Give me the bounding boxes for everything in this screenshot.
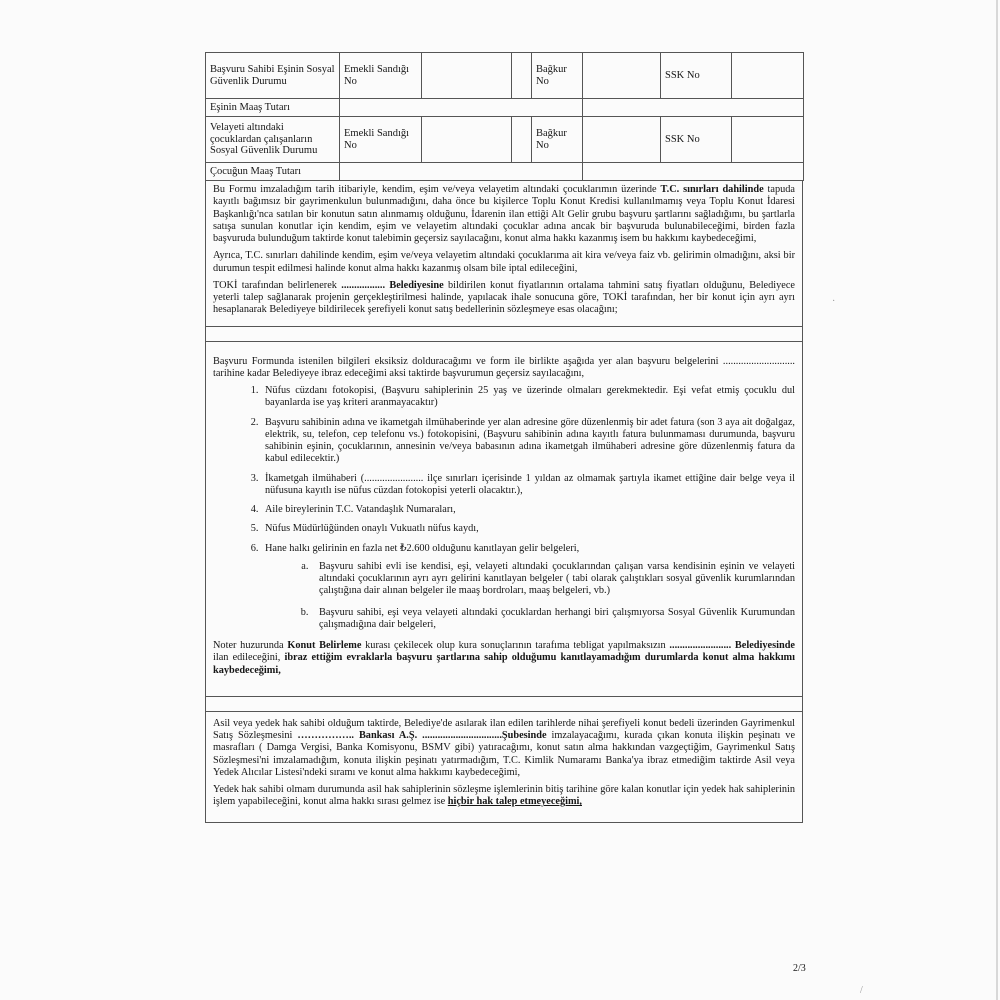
text: TOKİ tarafından belirlenerek <box>213 279 342 291</box>
ssk-label: SSK No <box>661 117 732 163</box>
text: Noter huzurunda <box>213 640 288 651</box>
scan-speck: / <box>860 985 863 996</box>
bagkur-value[interactable] <box>583 53 661 99</box>
spacer <box>205 697 803 712</box>
text: ilan edileceğini, <box>213 652 285 664</box>
empty-cell <box>512 117 532 163</box>
emekli-sandigi-value[interactable] <box>422 53 512 99</box>
empty-cell <box>583 163 804 181</box>
declaration-section-2 <box>205 342 803 697</box>
list-item: 1. Nüfus cüzdanı fotokopisi, (Başvuru sahiplerinin 25 yaş ve üzerinde olmaları gerekmektedir. Eşi vefat etmiş çocuklu dul bayanlarda ise yaş kriteri aranmayacaktır) <box>261 385 795 410</box>
table-row <box>206 117 804 163</box>
list-item: 3. İkametgah ilmühaberi (....................... ilçe sınırları içerisinde 1 yıldan az olmamak şartıyla ikamet ettiğine dair belge veya il nüfusuna kayıtlı ise nüfus cüzdan fotokopisi yeterli olacaktır.), <box>261 473 795 498</box>
declaration-paragraph <box>213 280 795 317</box>
declaration-paragraph: Ayrıca, T.C. sınırları dahilinde kendim, eşim ve/veya velayetim altındaki çocuklarıma ait kira ve/veya faiz vb. gelirimin olmadığını, aksi bir durumun tespit edilmesi halinde konut alma hakkı kazanmış olsam bile iptal edileceğini, <box>213 250 795 274</box>
declaration-section-1 <box>205 181 803 327</box>
ssk-value[interactable] <box>732 53 804 99</box>
declaration-paragraph <box>213 184 795 245</box>
list-item: 4. Aile bireylerinin T.C. Vatandaşlık Numaraları, <box>261 504 795 516</box>
text: bildirilen konut fiyatlarının ortalama tahmini satış fiyatları olduğunu, Belediyece yeterli talep sağlanarak projenin gerçekleştirilmesi halinde, yapılacak ihale sonucuna göre, TOKİ tarafından, her bir konut için ayrı ayrı hesaplanarak Belediyeye bildirilecek şerefiyeli konut satış bedellerinin sözleşmeye esas olacağını; <box>213 279 795 316</box>
child-salary-value[interactable] <box>340 163 583 181</box>
declaration-paragraph <box>213 784 795 809</box>
text: imzalayacağımı, kurada çıkan konuta ilişkin peşinatı ve masrafları ( Damga Vergisi, Banka Komisyonu, BSMV gibi) yatıracağımı, konut satın alma hakkından vazgeçtiğim, Gayrimenkul Satış Sözleşmesi'ni imzalamadığım, konuta ilişkin peşinatı yatırmadığım, T.C. Kimlik Numaramı Banka'ya ibraz etmediğim taktirde Asil veya Yedek Alıcılar Listesi'ndeki sıramı ve konut alma hakkımı kaybedeceğimi, <box>213 730 796 778</box>
empty-cell <box>583 99 804 117</box>
documents-list <box>213 385 795 631</box>
emekli-sandigi-label: Emekli Sandığı No <box>340 117 422 163</box>
declaration-paragraph <box>213 718 795 779</box>
list-item: a. Başvuru sahibi evli ise kendisi, eşi, velayeti altındaki çocuklarından çalışan varsa kendisinin eşinin ve velayeti altındaki çocuklarının ayrı ayrı gelirini kanıtlayan belgeler ( tabi olarak çalıştıkları sosyal güvenlik kurumlarından çalıştığına dair alınan belgeler ile maaş bordroları, maaş belgeleri, vb.) <box>311 561 795 598</box>
empty-cell <box>512 53 532 99</box>
spouse-salary-label: Eşinin Maaş Tutarı <box>206 99 340 117</box>
bold-text: Konut Belirleme <box>287 640 362 651</box>
children-security-label: Velayeti altındaki çocuklardan çalışanların Sosyal Güvenlik Durumu <box>206 117 340 163</box>
emekli-sandigi-label: Emekli Sandığı No <box>340 53 422 99</box>
form-page <box>205 52 803 823</box>
bold-text: …………….. Bankası A.Ş. ...............................Şubesinde <box>297 730 547 741</box>
list-item: b. Başvuru sahibi, eşi veya velayeti altındaki çocuklardan herhangi biri çalışmıyorsa Sosyal Güvenlik Kurumundan çalışmadığına dair belgeleri, <box>311 607 795 632</box>
page-edge <box>996 0 998 1000</box>
bagkur-value[interactable] <box>583 117 661 163</box>
table-row <box>206 163 804 181</box>
list-item: 5. Nüfus Müdürlüğünden onaylı Vukuatlı nüfus kaydı, <box>261 523 795 535</box>
documents-intro: Başvuru Formunda istenilen bilgileri eksiksiz dolduracağımı ve form ile birlikte aşağıda yer alan başvuru belgelerini ............................ tarihine kadar Belediyeye ibraz edeceğimi aksi taktirde başvurumun geçersiz sayılacağını, <box>213 355 795 379</box>
list-item <box>261 543 795 632</box>
ssk-label: SSK No <box>661 53 732 99</box>
child-salary-label: Çocuğun Maaş Tutarı <box>206 163 340 181</box>
bold-text: T.C. sınırları dahilinde <box>660 184 764 195</box>
text: kurası çekilecek olup kura sonuçlarının tarafıma tebligat yapılmaksızın <box>361 640 670 651</box>
declaration-section-3 <box>205 712 803 823</box>
bold-text: ........................ Belediyesinde <box>669 640 795 651</box>
emekli-sandigi-value[interactable] <box>422 117 512 163</box>
bagkur-label: Bağkur No <box>532 53 583 99</box>
spouse-salary-value[interactable] <box>340 99 583 117</box>
bold-text: ................. Belediyesine <box>341 279 444 291</box>
social-security-table <box>205 52 804 181</box>
spacer <box>205 327 803 342</box>
spouse-security-label: Başvuru Sahibi Eşinin Sosyal Güvenlik Durumu <box>206 53 340 99</box>
page-number: 2/3 <box>793 963 806 974</box>
noter-paragraph <box>213 640 795 677</box>
text: Yedek hak sahibi olmam durumunda asil hak sahiplerinin sözleşme işlemlerinin bitiş tarihine göre kalan konutlar için yedek hak sahiplerinin işlem yapabileceğini, konut alma hakkı sırası gelmez ise <box>213 784 795 808</box>
bold-underlined-text: hiçbir hak talep etmeyeceğimi, <box>447 796 582 808</box>
ssk-value[interactable] <box>732 117 804 163</box>
bagkur-label: Bağkur No <box>532 117 583 163</box>
table-row <box>206 99 804 117</box>
bold-text: ibraz ettiğim evraklarla başvuru şartlarına sahip olduğumu kanıtlayamadığım durumlarda konut alma hakkımı kaybedeceğimi, <box>213 652 795 676</box>
text: Asil veya yedek hak sahibi olduğum taktirde, Belediye'de asılarak ilan edilen tarihlerde nihai şerefiyeli konut bedeli üzerinden Gayrimenkul Satış Sözleşmesini <box>213 717 795 741</box>
list-item: 2. Başvuru sahibinin adına ve ikametgah ilmühaberinde yer alan adresine göre düzenlenmiş bir adet fatura (son 3 aya ait doğalgaz, elektrik, su, telefon, cep telefonu vs.) fotokopisini, (Başvuru sahibinin adına kayıtlı fatura bulunmaması durumunda, başvuru sahibinin eşinin, çocuklarının, annesinin ve/veya babasının adına ikametgah ilmühaberi adresine göre düzenlenmiş fatura da kabul edilecektir.) <box>261 417 795 466</box>
text: Hane halkı gelirinin en fazla net ₺2.600 olduğunu kanıtlayan gelir belgeleri, <box>265 542 580 554</box>
text: Bu Formu imzaladığım tarih itibariyle, kendim, eşim ve/veya velayetim altındaki çocuklarımın üzerinde <box>213 184 661 195</box>
text: tapuda kayıtlı bağımsız bir gayrimenkulun bulunmadığını, daha önce bu kişilerce Toplu Konut Kredisi kullanılmamış veya Toplu Konut İdaresi Başkanlığı'nca satılan bir konutun satın alınmamış olduğunu, İdarenin ilan ettiği Alt Gelir grubu başvuru şartlarını sağladığımı, bu şartlarla satışa sunulan konutlar için kendim, eşim ve velayetim altındaki çocuklar adına ancak bir başvuruda bulunabileceğimi, birden fazla başvuruda bulunduğum taktirde konut talebimin geçersiz sayılacağını, konut alma hakkı kazanmış isem bu hakkımı kaybedeceğimi, <box>213 184 795 244</box>
scan-speck: · <box>832 296 836 307</box>
table-row <box>206 53 804 99</box>
income-documents-sublist <box>265 561 795 631</box>
